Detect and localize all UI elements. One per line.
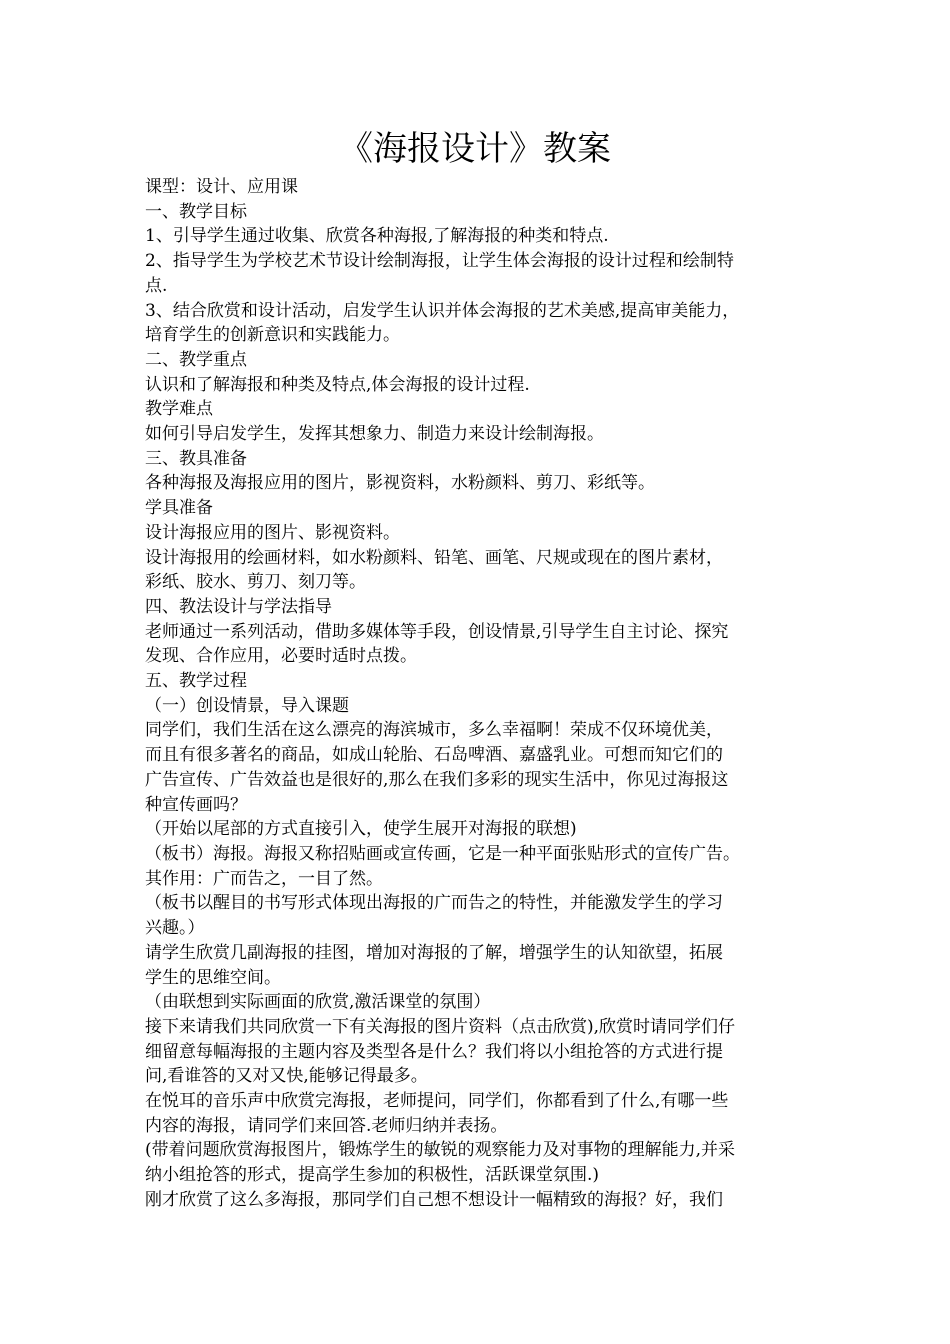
text-line: 认识和了解海报和种类及特点,体会海报的设计过程. [145,374,530,395]
text-line: 3、结合欣赏和设计活动，启发学生认识并体会海报的艺术美感,提高审美能力， [145,300,740,321]
text-line: 接下来请我们共同欣赏一下有关海报的图片资料（点击欣赏),欣赏时请同学们仔 [145,1016,736,1037]
text-line: 在悦耳的音乐声中欣赏完海报，老师提问，同学们，你都看到了什么,有哪一些 [145,1091,729,1112]
text-line: (带着问题欣赏海报图片，锻炼学生的敏锐的观察能力及对事物的理解能力,并采 [145,1140,736,1161]
text-line: （一）创设情景，导入课题 [145,695,349,716]
text-line: 老师通过一系列活动，借助多媒体等手段，创设情景,引导学生自主讨论、探究 [145,621,729,642]
text-line: （由联想到实际画面的欣赏,激活课堂的氛围） [145,992,491,1013]
text-line: 课型：设计、应用课 [145,177,298,197]
text-line: 教学难点 [145,399,213,420]
text-line: （板书以醒目的书写形式体现出海报的广而告之的特性，并能激发学生的学习 [145,893,723,914]
text-line: 1、引导学生通过收集、欣赏各种海报,了解海报的种类和特点. [145,226,609,247]
text-line: 二、教学重点 [145,349,247,370]
text-line: 广告宣传、广告效益也是很好的,那么在我们多彩的现实生活中，你见过海报这 [145,769,729,790]
text-line: 种宣传画吗？ [145,794,247,815]
text-line: 其作用：广而告之，一目了然。 [145,868,383,889]
text-line: 培育学生的创新意识和实践能力。 [145,325,400,346]
text-line: 2、指导学生为学校艺术节设计绘制海报，让学生体会海报的设计过程和绘制特 [145,251,734,272]
text-line: 纳小组抢答的形式，提高学生参加的积极性，活跃课堂氛围.) [145,1165,600,1186]
text-line: 一、教学目标 [145,201,247,222]
text-line: 彩纸、胶水、剪刀、刻刀等。 [145,572,366,593]
text-line: 三、教具准备 [145,448,247,469]
text-line: 学具准备 [145,498,213,519]
text-line: 设计海报应用的图片、影视资料。 [145,522,400,543]
text-line: 请学生欣赏几副海报的挂图，增加对海报的了解，增强学生的认知欲望，拓展 [145,942,723,963]
text-line: 内容的海报，请同学们来回答.老师归纳并表扬。 [145,1115,508,1136]
text-line: 各种海报及海报应用的图片，影视资料，水粉颜料、剪刀、彩纸等。 [145,473,655,494]
text-line: 问,看谁答的又对又快,能够记得最多。 [145,1066,428,1087]
text-line: 学生的思维空间。 [145,967,281,988]
text-line: 而且有很多著名的商品，如成山轮胎、石岛啤酒、嘉盛乳业。可想而知它们的 [145,745,723,766]
text-line: 同学们，我们生活在这么漂亮的海滨城市，多么幸福啊！荣成不仅环境优美， [145,720,723,741]
text-line: 兴趣。） [145,918,205,939]
text-line: 刚才欣赏了这么多海报，那同学们自己想不想设计一幅精致的海报？好，我们 [145,1189,723,1210]
text-line: 五、教学过程 [145,671,247,692]
document-title: 《海报设计》教案 [339,129,611,169]
text-line: 如何引导启发学生，发挥其想象力、制造力来设计绘制海报。 [145,424,604,445]
text-line: 点. [145,275,168,296]
text-line: 细留意每幅海报的主题内容及类型各是什么？我们将以小组抢答的方式进行提 [145,1041,723,1062]
text-line: 四、教法设计与学法指导 [145,596,332,617]
text-line: 设计海报用的绘画材料，如水粉颜料、铅笔、画笔、尺规或现在的图片素材， [145,547,723,568]
text-line: （板书）海报。海报又称招贴画或宣传画，它是一种平面张贴形式的宣传广告。 [145,843,740,864]
text-line: 发现、合作应用，必要时适时点拨。 [145,646,417,667]
document-body [145,175,810,1213]
text-line: （开始以尾部的方式直接引入，使学生展开对海报的联想) [145,819,577,840]
